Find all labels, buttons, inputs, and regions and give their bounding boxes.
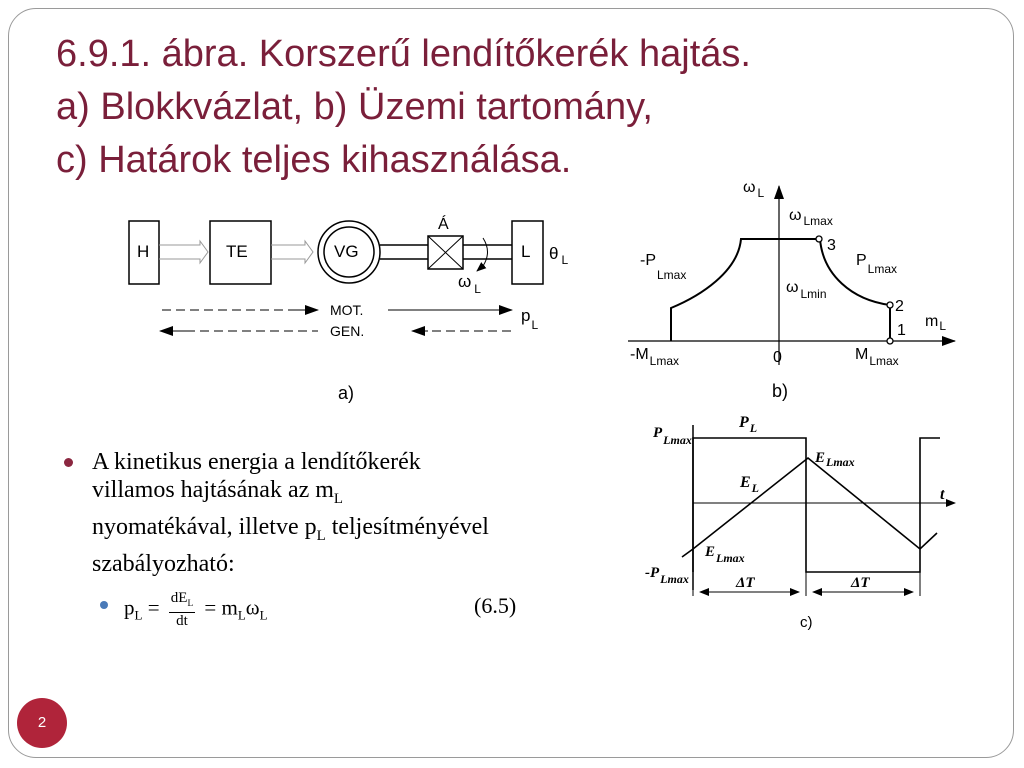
- pl-label: $P_L$: [739, 414, 758, 435]
- coupling-label: Á: [438, 216, 449, 233]
- bullet-list: [62, 448, 622, 629]
- x-axis-label: $m_L$: [925, 313, 947, 333]
- operating-range-diagram: [628, 179, 955, 401]
- p-l-label: $p_L$: [521, 306, 539, 332]
- point-1-label: 1: [897, 322, 906, 339]
- energy-waveform: [682, 458, 937, 557]
- sub-bullet-dot: [100, 601, 108, 609]
- block-diagram: [129, 214, 568, 403]
- block-te-label: TE: [226, 242, 248, 261]
- m-lmax-neg-label: $-M_{Lmax}$: [630, 346, 679, 368]
- title-line-1: 6.9.1. ábra. Korszerű lendítőkerék hajtás.: [56, 33, 751, 75]
- point-2: [887, 302, 893, 308]
- e-lmax-bottom-label: $E_{Lmax}$: [705, 544, 745, 565]
- bullet-main-line-2: villamos hajtásának az $m_L$: [92, 477, 344, 507]
- origin-label: 0: [773, 349, 782, 366]
- delta-t-2-label: ΔT: [851, 575, 870, 591]
- p-lmax-label: $P_{Lmax}$: [653, 425, 692, 447]
- bullet-main-line-4: szabályozható:: [92, 550, 235, 577]
- block-h-label: H: [137, 242, 150, 261]
- block-vg-label: VG: [334, 242, 359, 261]
- neg-p-lmax-label: $-P_{Lmax}$: [645, 565, 689, 586]
- equation-number: (6.5): [474, 592, 517, 618]
- caption-a: a): [338, 383, 355, 403]
- bullet-main: [62, 448, 622, 578]
- p-lmax-pos-label: $P_{Lmax}$: [856, 252, 898, 276]
- omega-l-label: ω $_L$: [458, 272, 481, 296]
- omega-lmax-label: ω $_{Lmax}$: [789, 207, 833, 228]
- caption-c: c): [800, 614, 813, 631]
- block-l-label: L: [521, 242, 531, 261]
- title-line-3: c) Határok teljes kihasználása.: [56, 139, 572, 181]
- page-number-badge: 2: [17, 698, 67, 748]
- equation-fraction: $\frac{dE_L}{dt}$: [170, 589, 194, 629]
- el-label: $E_L$: [740, 474, 760, 495]
- bullet-main-line-3: nyomatékával, illetve $p_L$ teljesítményével: [92, 513, 489, 544]
- bullet-dot: [64, 458, 73, 467]
- y-axis-label: ω $_L$: [743, 179, 765, 200]
- point-2-label: 2: [895, 298, 904, 315]
- t-axis-label: t: [940, 486, 945, 503]
- omega-lmin-label: ω $_{Lmin}$: [786, 279, 827, 301]
- theta-symbol: θ $_L$: [549, 244, 569, 267]
- p-lmax-neg-label: $-P_{Lmax}$: [640, 252, 687, 282]
- e-lmax-top-label: $E_{Lmax}$: [815, 450, 855, 469]
- equation: $p_L$ = $\frac{dE_L}{dt}$ = $m_L\omega_L$: [124, 589, 268, 629]
- bullet-equation: [62, 589, 622, 629]
- title-line-2: a) Blokkvázlat, b) Üzemi tartomány,: [56, 86, 653, 128]
- waveform-diagram: [645, 414, 955, 631]
- bullet-main-line-1: A kinetikus energia a lendítőkerék: [92, 449, 421, 475]
- point-3-label: 3: [827, 237, 836, 254]
- point-1: [887, 338, 893, 344]
- caption-b: b): [772, 381, 789, 401]
- delta-t-1-label: ΔT: [736, 575, 755, 591]
- gen-label: GEN.: [330, 323, 365, 339]
- m-lmax-pos-label: $M_{Lmax}$: [855, 346, 899, 368]
- mot-label: MOT.: [330, 302, 364, 318]
- point-3: [816, 236, 822, 242]
